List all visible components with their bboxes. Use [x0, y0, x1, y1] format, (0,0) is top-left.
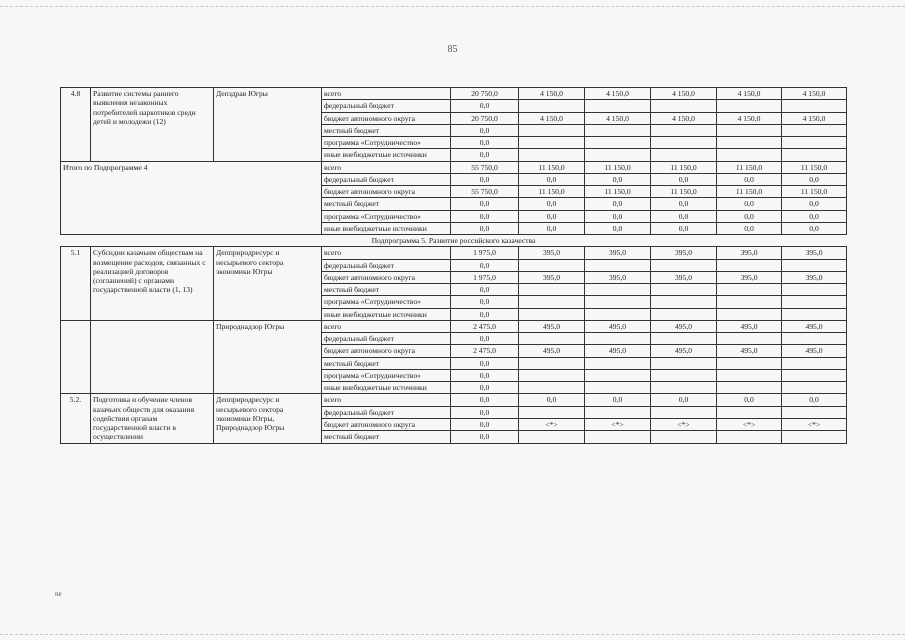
year-value [717, 382, 782, 394]
funding-source: федеральный бюджет [322, 100, 451, 112]
year-value: 0,0 [585, 222, 651, 234]
year-value: 0,0 [782, 222, 847, 234]
total-value: 0,0 [451, 394, 519, 406]
year-value [651, 137, 717, 149]
funding-source: программа «Сотрудничество» [322, 210, 451, 222]
year-value [585, 431, 651, 443]
total-value: 0,0 [451, 296, 519, 308]
year-value: 4 150,0 [651, 112, 717, 124]
measure-number: 4.8 [61, 88, 91, 162]
executor-name: Депздрав Югры [214, 88, 322, 162]
top-scan-edge [0, 6, 905, 7]
total-value: 0,0 [451, 418, 519, 430]
year-value: 395,0 [782, 247, 847, 259]
funding-source: программа «Сотрудничество» [322, 296, 451, 308]
year-value [782, 357, 847, 369]
year-value [519, 333, 585, 345]
year-value: <*> [585, 418, 651, 430]
year-value: 495,0 [782, 320, 847, 332]
measure-number-cont [61, 320, 91, 394]
year-value [782, 137, 847, 149]
year-value [585, 333, 651, 345]
footer-mark: ne [55, 590, 62, 598]
funding-source: федеральный бюджет [322, 333, 451, 345]
year-value: <*> [519, 418, 585, 430]
year-value: 0,0 [585, 210, 651, 222]
year-value [651, 100, 717, 112]
year-value [519, 124, 585, 136]
year-value: <*> [782, 418, 847, 430]
funding-source: бюджет автономного округа [322, 271, 451, 283]
year-value: 0,0 [782, 198, 847, 210]
year-value: 0,0 [717, 210, 782, 222]
year-value: 0,0 [651, 198, 717, 210]
measure-name-cont [91, 320, 214, 394]
year-value: 395,0 [585, 271, 651, 283]
year-value [782, 406, 847, 418]
year-value [782, 259, 847, 271]
funding-source: бюджет автономного округа [322, 345, 451, 357]
table-row [61, 394, 847, 406]
subprogram-heading: Подпрограмма 5. Развитие российского казачества [61, 235, 847, 247]
year-value [585, 100, 651, 112]
year-value: 0,0 [782, 173, 847, 185]
funding-source: иные внебюджетные источники [322, 222, 451, 234]
total-value: 0,0 [451, 210, 519, 222]
total-value: 1 975,0 [451, 247, 519, 259]
total-value: 0,0 [451, 284, 519, 296]
year-value: 495,0 [651, 320, 717, 332]
funding-source: местный бюджет [322, 198, 451, 210]
year-value: 11 150,0 [717, 161, 782, 173]
year-value [651, 369, 717, 381]
year-value [651, 431, 717, 443]
funding-source: всего [322, 247, 451, 259]
total-value: 0,0 [451, 198, 519, 210]
funding-source: всего [322, 394, 451, 406]
total-value: 55 750,0 [451, 186, 519, 198]
total-value: 0,0 [451, 137, 519, 149]
year-value: 4 150,0 [782, 88, 847, 100]
funding-source: иные внебюджетные источники [322, 308, 451, 320]
year-value: 0,0 [782, 210, 847, 222]
total-value: 0,0 [451, 259, 519, 271]
year-value [717, 296, 782, 308]
funding-source: местный бюджет [322, 284, 451, 296]
year-value: 4 150,0 [585, 112, 651, 124]
year-value: 395,0 [717, 271, 782, 283]
year-value [717, 124, 782, 136]
year-value: 0,0 [651, 173, 717, 185]
year-value: 0,0 [717, 394, 782, 406]
year-value [585, 357, 651, 369]
year-value [519, 284, 585, 296]
total-value: 0,0 [451, 357, 519, 369]
total-value: 0,0 [451, 149, 519, 161]
funding-source: всего [322, 320, 451, 332]
year-value: 0,0 [651, 394, 717, 406]
year-value [651, 406, 717, 418]
year-value: 11 150,0 [782, 186, 847, 198]
page-number: 85 [447, 44, 458, 55]
year-value [717, 259, 782, 271]
year-value: 11 150,0 [585, 186, 651, 198]
year-value: 395,0 [519, 247, 585, 259]
year-value: 495,0 [519, 320, 585, 332]
year-value [519, 149, 585, 161]
year-value [782, 124, 847, 136]
measure-name: Субсидии казачьим обществам на возмещение расходов, связанных с реализацией договоров (соглашений) с органами государственной власти (1, 13) [91, 247, 214, 321]
year-value: 0,0 [651, 210, 717, 222]
year-value: 0,0 [782, 394, 847, 406]
year-value [782, 431, 847, 443]
year-value: 395,0 [782, 271, 847, 283]
year-value [717, 357, 782, 369]
year-value: 395,0 [651, 271, 717, 283]
total-value: 0,0 [451, 431, 519, 443]
total-value: 2 475,0 [451, 345, 519, 357]
year-value: 4 150,0 [651, 88, 717, 100]
year-value [519, 100, 585, 112]
year-value: 11 150,0 [519, 161, 585, 173]
funding-source: иные внебюджетные источники [322, 382, 451, 394]
total-value: 0,0 [451, 222, 519, 234]
funding-source: иные внебюджетные источники [322, 149, 451, 161]
year-value: 0,0 [717, 222, 782, 234]
year-value [651, 308, 717, 320]
year-value [585, 369, 651, 381]
year-value [717, 369, 782, 381]
year-value [585, 259, 651, 271]
measure-number: 5.2. [61, 394, 91, 443]
funding-source: местный бюджет [322, 357, 451, 369]
year-value: 495,0 [782, 345, 847, 357]
year-value [717, 149, 782, 161]
year-value: 495,0 [717, 345, 782, 357]
year-value [782, 382, 847, 394]
year-value: 495,0 [651, 345, 717, 357]
year-value [519, 369, 585, 381]
funding-source: программа «Сотрудничество» [322, 137, 451, 149]
table-row [61, 161, 847, 173]
year-value: 0,0 [519, 210, 585, 222]
year-value [585, 124, 651, 136]
bottom-scan-edge [0, 634, 905, 635]
year-value: 4 150,0 [717, 112, 782, 124]
year-value [519, 308, 585, 320]
year-value [651, 259, 717, 271]
year-value [651, 124, 717, 136]
year-value: 4 150,0 [585, 88, 651, 100]
year-value [519, 137, 585, 149]
year-value [782, 333, 847, 345]
year-value: 395,0 [519, 271, 585, 283]
year-value: 395,0 [585, 247, 651, 259]
funding-source: всего [322, 161, 451, 173]
year-value [651, 357, 717, 369]
funding-source: федеральный бюджет [322, 406, 451, 418]
table-row [61, 320, 847, 332]
total-value: 0,0 [451, 382, 519, 394]
year-value [782, 369, 847, 381]
year-value: 4 150,0 [519, 88, 585, 100]
total-value: 0,0 [451, 308, 519, 320]
year-value: 0,0 [651, 222, 717, 234]
year-value [651, 333, 717, 345]
year-value [519, 259, 585, 271]
year-value: 395,0 [717, 247, 782, 259]
total-label: Итого по Подпрограмме 4 [61, 161, 322, 235]
total-value: 55 750,0 [451, 161, 519, 173]
total-value: 0,0 [451, 406, 519, 418]
year-value [585, 308, 651, 320]
year-value: 0,0 [585, 173, 651, 185]
year-value [519, 431, 585, 443]
total-value: 0,0 [451, 173, 519, 185]
year-value [782, 308, 847, 320]
total-value: 0,0 [451, 369, 519, 381]
year-value: 0,0 [519, 394, 585, 406]
year-value [585, 137, 651, 149]
year-value: 0,0 [585, 394, 651, 406]
total-value: 0,0 [451, 100, 519, 112]
total-value: 2 475,0 [451, 320, 519, 332]
total-value: 0,0 [451, 124, 519, 136]
funding-source: федеральный бюджет [322, 259, 451, 271]
year-value: 0,0 [585, 198, 651, 210]
year-value: 11 150,0 [519, 186, 585, 198]
year-value [651, 382, 717, 394]
year-value: 4 150,0 [519, 112, 585, 124]
year-value: 11 150,0 [717, 186, 782, 198]
measure-name: Развитие системы раннего выявления незаконных потребителей наркотиков среди детей и молодежи (12) [91, 88, 214, 162]
executor-name: Депприродресурс и несырьевого сектора экономики Югры, Природнадзор Югры [214, 394, 322, 443]
executor-name: Природнадзор Югры [214, 320, 322, 394]
year-value [717, 431, 782, 443]
year-value: 0,0 [519, 222, 585, 234]
year-value: 4 150,0 [782, 112, 847, 124]
funding-source: бюджет автономного округа [322, 186, 451, 198]
year-value: 0,0 [717, 198, 782, 210]
year-value [651, 296, 717, 308]
year-value [651, 284, 717, 296]
table-row [61, 247, 847, 259]
year-value [717, 137, 782, 149]
year-value: 11 150,0 [651, 186, 717, 198]
year-value [585, 406, 651, 418]
year-value [782, 100, 847, 112]
year-value [585, 149, 651, 161]
year-value [519, 382, 585, 394]
year-value: 0,0 [717, 173, 782, 185]
total-value: 20 750,0 [451, 88, 519, 100]
total-value: 0,0 [451, 333, 519, 345]
year-value [519, 406, 585, 418]
funding-source: бюджет автономного округа [322, 112, 451, 124]
total-value: 20 750,0 [451, 112, 519, 124]
year-value [585, 296, 651, 308]
table-row [61, 88, 847, 100]
year-value [519, 296, 585, 308]
year-value [717, 284, 782, 296]
funding-source: местный бюджет [322, 124, 451, 136]
year-value: 11 150,0 [651, 161, 717, 173]
year-value: 0,0 [519, 173, 585, 185]
funding-source: всего [322, 88, 451, 100]
funding-source: бюджет автономного округа [322, 418, 451, 430]
year-value: 495,0 [717, 320, 782, 332]
year-value [717, 333, 782, 345]
measure-name: Подготовка и обучение членов казачьих обществ для оказания содействия органам государственной власти в осуществлении [91, 394, 214, 443]
year-value [717, 100, 782, 112]
year-value: 11 150,0 [585, 161, 651, 173]
year-value [782, 284, 847, 296]
budget-table [60, 87, 847, 444]
year-value [717, 308, 782, 320]
year-value [585, 382, 651, 394]
year-value [782, 149, 847, 161]
year-value: 495,0 [585, 345, 651, 357]
funding-source: федеральный бюджет [322, 173, 451, 185]
year-value: 495,0 [585, 320, 651, 332]
executor-name: Депприродресурс и несырьевого сектора экономики Югры [214, 247, 322, 321]
year-value: 395,0 [651, 247, 717, 259]
measure-number: 5.1 [61, 247, 91, 321]
year-value: 4 150,0 [717, 88, 782, 100]
year-value: <*> [651, 418, 717, 430]
funding-source: программа «Сотрудничество» [322, 369, 451, 381]
total-value: 1 975,0 [451, 271, 519, 283]
year-value: 495,0 [519, 345, 585, 357]
year-value [651, 149, 717, 161]
year-value [782, 296, 847, 308]
year-value [519, 357, 585, 369]
year-value: <*> [717, 418, 782, 430]
year-value [585, 284, 651, 296]
subprogram-heading-row [61, 235, 847, 247]
year-value: 11 150,0 [782, 161, 847, 173]
year-value [717, 406, 782, 418]
funding-source: местный бюджет [322, 431, 451, 443]
year-value: 0,0 [519, 198, 585, 210]
